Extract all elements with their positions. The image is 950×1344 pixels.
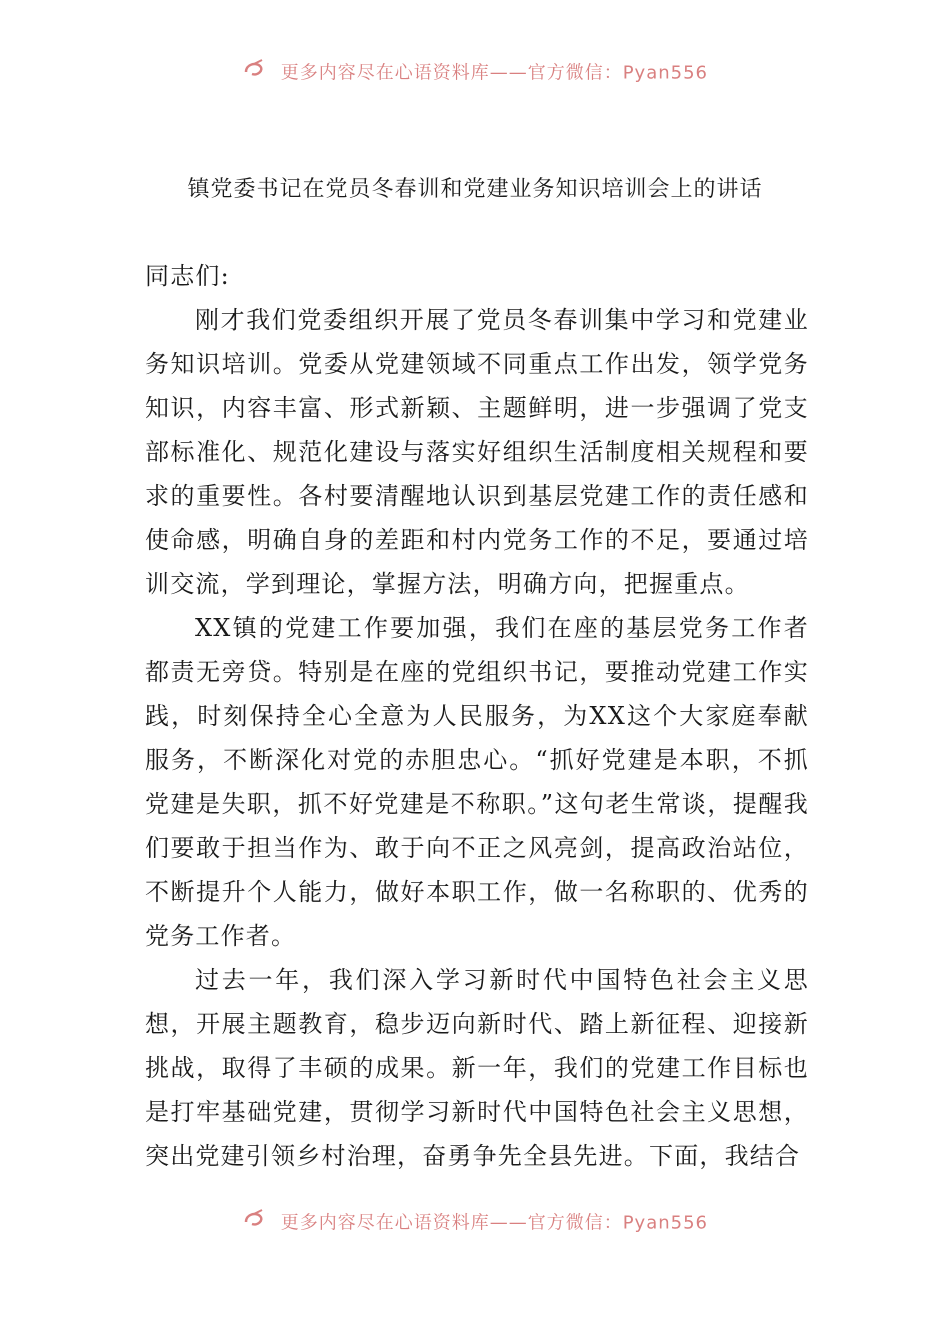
header-watermark [0, 58, 950, 86]
document-title: 镇党委书记在党员冬春训和党建业务知识培训会上的讲话 [187, 177, 763, 202]
watermark-text: 更多内容尽在心语资料库——官方微信：Pyan556 [280, 1212, 709, 1234]
paragraph: 过去一年，我们深入学习新时代中国特色社会主义思想，开展主题教育，稳步迈向新时代、踏上新征程、迎接新挑战，取得了丰硕的成果。新一年，我们的党建工作目标也是打牢基础党建，贯彻学习新时代中国特色社会主义思想，突出党建引领乡村治理，奋勇争先全县先进。下面，我结合 [145, 966, 809, 1170]
watermark-logo-icon [242, 58, 268, 85]
paragraph: 刚才我们党委组织开展了党员冬春训集中学习和党建业务知识培训。党委从党建领域不同重点工作出发，领学党务知识，内容丰富、形式新颖、主题鲜明，进一步强调了党支部标准化、规范化建设与落实好组织生活制度相关规程和要求的重要性。各村要清醒地认识到基层党建工作的责任感和使命感，明确自身的差距和村内党务工作的不足，要通过培训交流，学到理论，掌握方法，明确方向，把握重点。 [145, 306, 809, 598]
watermark-logo-icon [242, 1208, 268, 1235]
paragraph: XX镇的党建工作要加强，我们在座的基层党务工作者都责无旁贷。特别是在座的党组织书记，要推动党建工作实践，时刻保持全心全意为人民服务，为XX这个大家庭奉献服务，不断深化对党的赤胆忠心。“抓好党建是本职，不抓党建是失职，抓不好党建是不称职。”这句老生常谈，提醒我们要敢于担当作为、敢于向不正之风亮剑，提高政治站位，不断提升个人能力，做好本职工作，做一名称职的、优秀的党务工作者。 [145, 614, 809, 950]
salutation: 同志们: [145, 262, 230, 290]
watermark-text: 更多内容尽在心语资料库——官方微信：Pyan556 [280, 62, 709, 84]
document-body [145, 254, 809, 1178]
footer-watermark [0, 1208, 950, 1236]
